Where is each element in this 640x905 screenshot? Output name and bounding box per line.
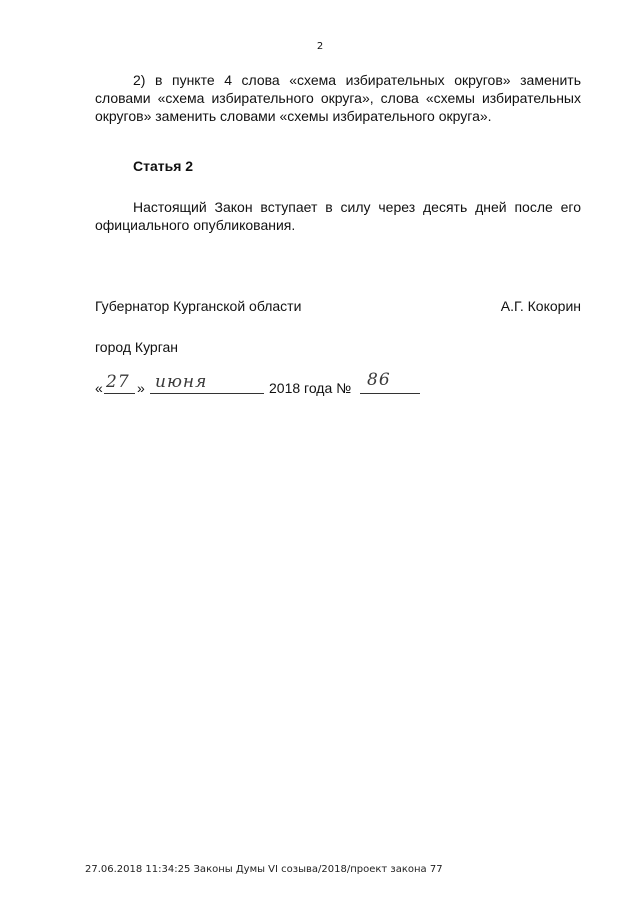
city-line: город Курган [95, 339, 179, 355]
close-quote: » [137, 380, 145, 396]
article-heading: Статья 2 [133, 158, 194, 174]
signatory-name: А.Г. Кокорин [500, 298, 581, 314]
handwritten-month: июня [155, 372, 208, 392]
handwritten-number: 86 [367, 370, 391, 390]
number-blank [360, 393, 420, 394]
signatory-position: Губернатор Курганской области [95, 298, 302, 314]
footer-stamp: 27.06.2018 11:34:25 Законы Думы VI созыва/2018/проект закона 77 [85, 864, 443, 875]
paragraph-item-2: 2) в пункте 4 слова «схема избирательных округов» заменить словами «схема избирательного округа», слова «схемы избирательных округов» заменить словами «схемы избирательного округа». [95, 72, 581, 124]
day-blank [104, 393, 135, 394]
page-number: 2 [316, 41, 324, 52]
signature-block [95, 298, 581, 314]
month-blank [150, 393, 264, 394]
handwritten-day: 27 [106, 372, 130, 392]
date-line [95, 370, 435, 398]
open-quote: « [95, 380, 103, 396]
paragraph-effective-date: Настоящий Закон вступает в силу через десять дней после его официального опубликования. [95, 199, 581, 233]
year-text: 2018 года № [269, 380, 352, 396]
